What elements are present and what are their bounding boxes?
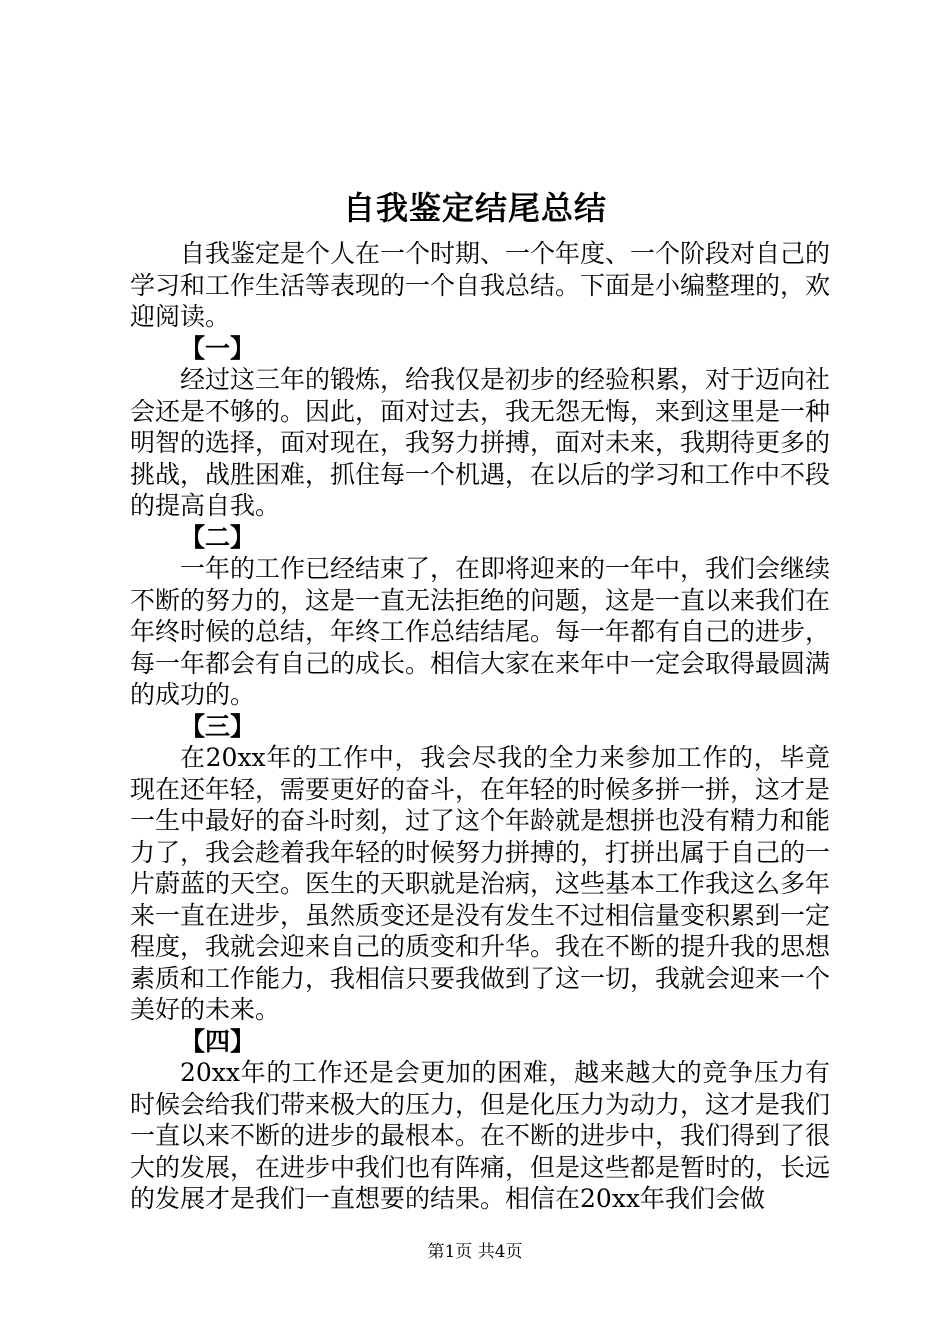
section-heading-1: 【一】: [180, 333, 256, 363]
section-paragraph-1: 经过这三年的锻炼，给我仅是初步的经验积累，对于迈向社会还是不够的。因此，面对过去，我无怨无悔，来到这里是一种明智的选择，面对现在，我努力拼搏，面对未来，我期待更多的挑战，战胜困难，抓住每一个机遇，在以后的学习和工作中不段的提高自我。: [130, 365, 831, 520]
page-title: 自我鉴定结尾总结: [342, 189, 607, 227]
section-heading-2: 【二】: [180, 522, 256, 552]
document-body: [130, 238, 830, 1215]
section-paragraph-4: 20xx年的工作还是会更加的困难，越来越大的竞争压力有时候会给我们带来极大的压力，但是化压力为动力，这才是我们一直以来不断的进步的最根本。在不断的进步中，我们得到了很大的发展，在进步中我们也有阵痛，但是这些都是暂时的，长远的发展才是我们一直想要的结果。相信在20xx年我们会做: [130, 1058, 831, 1213]
page-number-footer: 第1页 共4页: [427, 1242, 523, 1262]
section-paragraph-3: 在20xx年的工作中，我会尽我的全力来参加工作的，毕竟现在还年轻，需要更好的奋斗，在年轻的时候多拼一拼，这才是一生中最好的奋斗时刻，过了这个年龄就是想拼也没有精力和能力了，我会趁着我年轻的时候努力拼搏的，打拼出属于自己的一片蔚蓝的天空。医生的天职就是治病，这些基本工作我这么多年来一直在进步，虽然质变还是没有发生不过相信量变积累到一定程度，我就会迎来自己的质变和升华。我在不断的提升我的思想素质和工作能力，我相信只要我做到了这一切，我就会迎来一个美好的未来。: [130, 743, 831, 1024]
section-heading-3: 【三】: [180, 711, 256, 741]
section-paragraph-2: 一年的工作已经结束了，在即将迎来的一年中，我们会继续不断的努力的，这是一直无法拒绝的问题，这是一直以来我们在年终时候的总结，年终工作总结结尾。每一年都有自己的进步，每一年都会有自己的成长。相信大家在来年中一定会取得最圆满的成功的。: [130, 554, 831, 709]
intro-paragraph: 自我鉴定是个人在一个时期、一个年度、一个阶段对自己的学习和工作生活等表现的一个自我总结。下面是小编整理的，欢迎阅读。: [130, 239, 831, 331]
section-heading-4: 【四】: [180, 1026, 256, 1056]
